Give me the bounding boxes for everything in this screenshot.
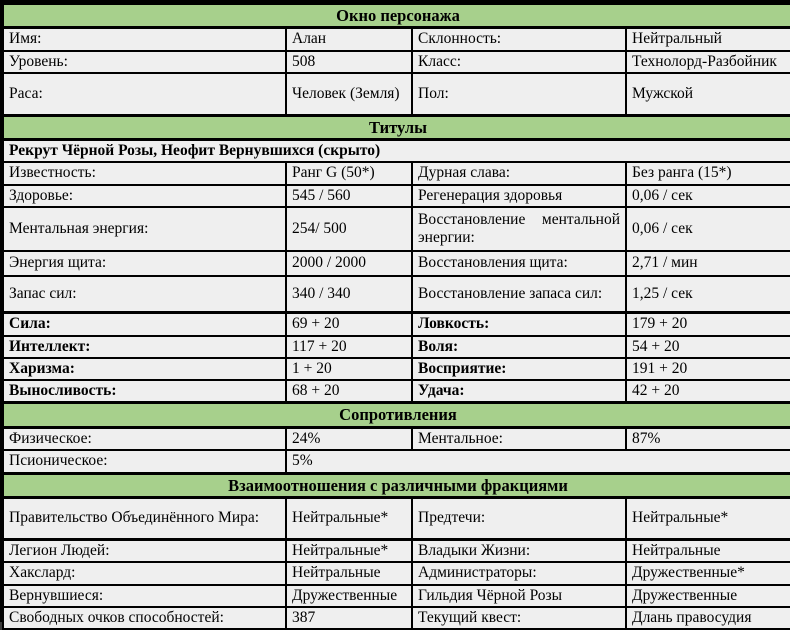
field-stamina-value: 340 / 340 xyxy=(286,276,412,313)
stat-luck-label: Удача: xyxy=(412,380,626,403)
field-class-value: Технолорд-Разбойник xyxy=(626,51,790,73)
stat-perception-value: 191 + 20 xyxy=(626,358,790,380)
stat-intellect-value: 117 + 20 xyxy=(286,336,412,358)
faction-black-rose-guild-label: Гильдия Чёрной Розы xyxy=(412,585,626,607)
table-row xyxy=(3,4,790,28)
field-current-quest-label: Текущий квест: xyxy=(412,607,626,629)
table-row xyxy=(3,427,790,450)
table-row xyxy=(3,207,790,251)
field-gender-label: Пол: xyxy=(412,73,626,115)
table-row xyxy=(3,140,790,163)
field-class-label: Класс: xyxy=(412,51,626,73)
faction-hakslard-value: Нейтральные xyxy=(286,562,412,584)
table-row xyxy=(3,450,790,473)
field-name-value: Алан xyxy=(286,28,412,51)
stat-strength-value: 69 + 20 xyxy=(286,313,412,336)
faction-administrators-value: Дружественные* xyxy=(626,562,790,584)
faction-human-legion-label: Легион Людей: xyxy=(3,539,286,562)
resist-psionic-label: Псионическое: xyxy=(3,450,286,473)
stat-will-label: Воля: xyxy=(412,336,626,358)
stat-luck-value: 42 + 20 xyxy=(626,380,790,403)
table-row xyxy=(3,562,790,584)
stat-charisma-value: 1 + 20 xyxy=(286,358,412,380)
field-race-value: Человек (Земля) xyxy=(286,73,412,115)
faction-black-rose-guild-value: Дружественные xyxy=(626,585,790,607)
table-row xyxy=(3,607,790,629)
stat-endurance-label: Выносливость: xyxy=(3,380,286,403)
stat-agility-value: 179 + 20 xyxy=(626,313,790,336)
table-row xyxy=(3,497,790,539)
stat-strength-label: Сила: xyxy=(3,313,286,336)
resist-mental-value: 87% xyxy=(626,427,790,450)
field-shield-regen-value: 2,71 / мин xyxy=(626,251,790,276)
section-header-resistances: Сопротивления xyxy=(3,403,790,427)
faction-life-lords-value: Нейтральные xyxy=(626,539,790,562)
table-row xyxy=(3,51,790,73)
table-row xyxy=(3,185,790,207)
field-stamina-label: Запас сил: xyxy=(3,276,286,313)
table-row xyxy=(3,73,790,115)
faction-returned-value: Дружественные xyxy=(286,585,412,607)
table-row xyxy=(3,358,790,380)
field-race-label: Раса: xyxy=(3,73,286,115)
titles-list: Рекрут Чёрной Розы, Неофит Вернувшихся (скрыто) xyxy=(3,140,790,163)
stat-intellect-label: Интеллект: xyxy=(3,336,286,358)
stat-endurance-value: 68 + 20 xyxy=(286,380,412,403)
field-mental-energy-regen-value: 0,06 / сек xyxy=(626,207,790,251)
field-gender-value: Мужской xyxy=(626,73,790,115)
field-shield-energy-value: 2000 / 2000 xyxy=(286,251,412,276)
field-alignment-label: Склонность: xyxy=(412,28,626,51)
table-row xyxy=(3,403,790,427)
faction-world-government-label: Правительство Объединённого Мира: xyxy=(3,497,286,539)
field-stamina-regen-label: Восстановление запаса сил: xyxy=(412,276,626,313)
faction-administrators-label: Администраторы: xyxy=(412,562,626,584)
field-mental-energy-label: Ментальная энергия: xyxy=(3,207,286,251)
field-health-label: Здоровье: xyxy=(3,185,286,207)
table-row xyxy=(3,115,790,139)
table-row xyxy=(3,336,790,358)
section-header-titles: Титулы xyxy=(3,115,790,139)
field-free-ability-points-label: Свободных очков способностей: xyxy=(3,607,286,629)
field-stamina-regen-value: 1,25 / сек xyxy=(626,276,790,313)
field-fame-value: Ранг G (50*) xyxy=(286,162,412,184)
table-row xyxy=(3,313,790,336)
table-row xyxy=(3,251,790,276)
table-row xyxy=(3,473,790,497)
faction-life-lords-label: Владыки Жизни: xyxy=(412,539,626,562)
table-row xyxy=(3,162,790,184)
table-row xyxy=(3,276,790,313)
field-mental-energy-value: 254/ 500 xyxy=(286,207,412,251)
field-mental-energy-regen-label: Восстановление ментальной энергии: xyxy=(412,207,626,251)
field-level-value: 508 xyxy=(286,51,412,73)
field-current-quest-value: Длань правосудия xyxy=(626,607,790,629)
field-health-regen-label: Регенерация здоровья xyxy=(412,185,626,207)
character-sheet-table xyxy=(2,2,790,630)
field-shield-regen-label: Восстановления щита: xyxy=(412,251,626,276)
faction-forerunners-label: Предтечи: xyxy=(412,497,626,539)
table-row xyxy=(3,380,790,403)
faction-forerunners-value: Нейтральные* xyxy=(626,497,790,539)
resist-psionic-value: 5% xyxy=(286,450,790,473)
resist-physical-label: Физическое: xyxy=(3,427,286,450)
faction-hakslard-label: Хакслард: xyxy=(3,562,286,584)
faction-human-legion-value: Нейтральные* xyxy=(286,539,412,562)
section-header-character-window: Окно персонажа xyxy=(3,4,790,28)
table-row xyxy=(3,585,790,607)
stat-will-value: 54 + 20 xyxy=(626,336,790,358)
field-infamy-value: Без ранга (15*) xyxy=(626,162,790,184)
stat-perception-label: Восприятие: xyxy=(412,358,626,380)
stat-agility-label: Ловкость: xyxy=(412,313,626,336)
field-free-ability-points-value: 387 xyxy=(286,607,412,629)
faction-returned-label: Вернувшиеся: xyxy=(3,585,286,607)
resist-physical-value: 24% xyxy=(286,427,412,450)
field-alignment-value: Нейтральный xyxy=(626,28,790,51)
field-level-label: Уровень: xyxy=(3,51,286,73)
field-name-label: Имя: xyxy=(3,28,286,51)
field-health-value: 545 / 560 xyxy=(286,185,412,207)
table-row xyxy=(3,28,790,51)
section-header-factions: Взаимоотношения с различными фракциями xyxy=(3,473,790,497)
faction-world-government-value: Нейтральные* xyxy=(286,497,412,539)
table-row xyxy=(3,539,790,562)
resist-mental-label: Ментальное: xyxy=(412,427,626,450)
field-health-regen-value: 0,06 / сек xyxy=(626,185,790,207)
field-infamy-label: Дурная слава: xyxy=(412,162,626,184)
field-shield-energy-label: Энергия щита: xyxy=(3,251,286,276)
field-fame-label: Известность: xyxy=(3,162,286,184)
stat-charisma-label: Харизма: xyxy=(3,358,286,380)
